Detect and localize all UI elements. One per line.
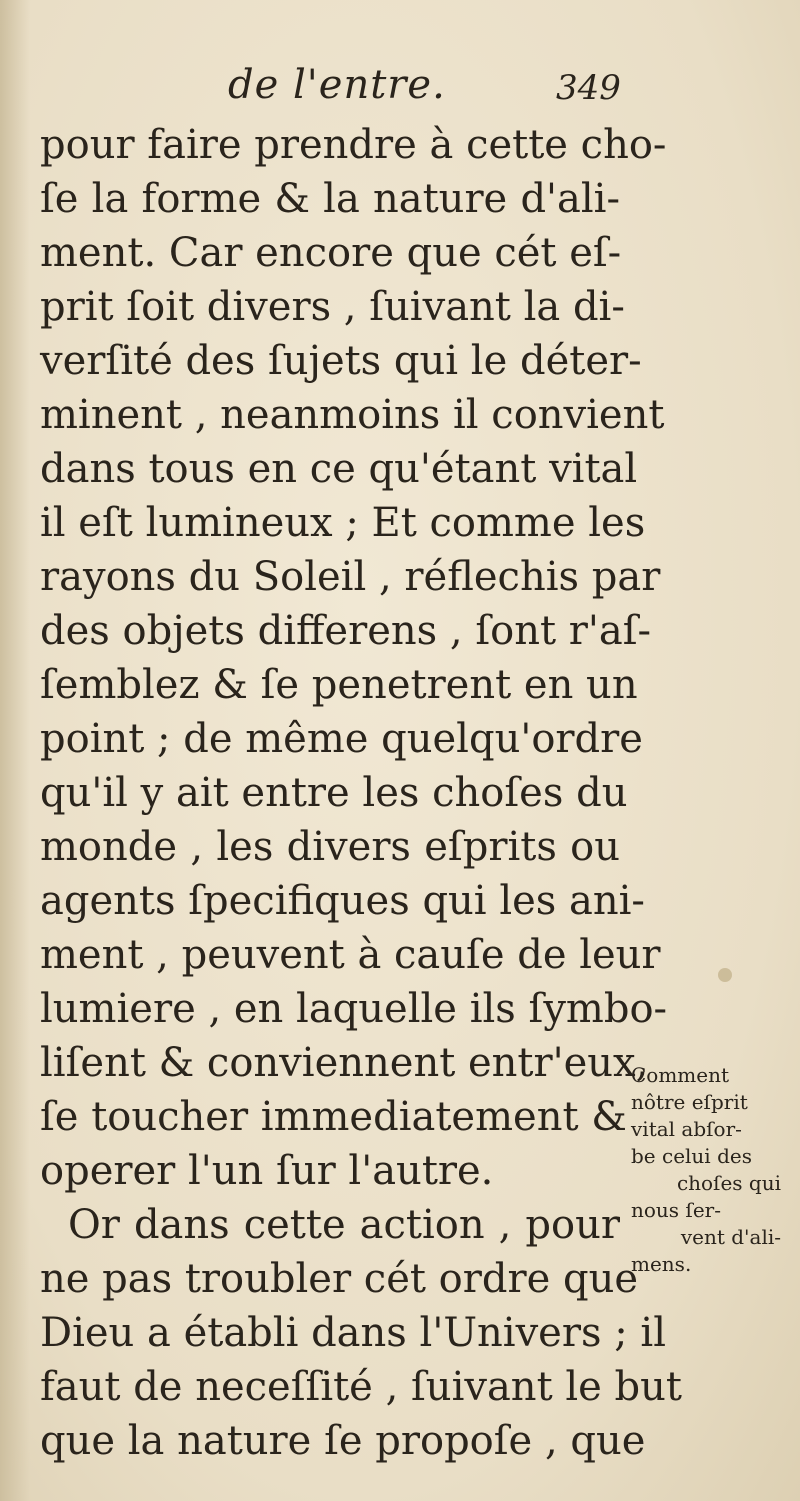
margin-note-line: nôtre eſprit xyxy=(631,1090,748,1114)
margin-note xyxy=(631,1062,791,1278)
text-line: Or dans cette action , pour xyxy=(68,1202,620,1248)
text-line: ment. Car encore que cét eſ- xyxy=(40,230,622,276)
running-head: de l'entre. xyxy=(228,62,446,108)
text-line: pour faire prendre à cette cho- xyxy=(40,122,667,168)
margin-note-line: nous ſer- xyxy=(631,1198,721,1222)
text-line: qu'il y ait entre les choſes du xyxy=(40,770,628,816)
text-line: faut de neceſſité , ſuivant le but xyxy=(40,1364,682,1410)
margin-note-line: choſes qui xyxy=(676,1171,781,1195)
margin-note-line: mens. xyxy=(631,1252,692,1276)
margin-note-line: vital abſor- xyxy=(631,1117,742,1141)
paper-stain xyxy=(718,968,732,982)
text-line: verſité des ſujets qui le déter- xyxy=(40,338,642,384)
text-line: agents ſpecifiques qui les ani- xyxy=(40,878,645,924)
text-line: ment , peuvent à cauſe de leur xyxy=(40,932,661,978)
text-line: ne pas troubler cét ordre que xyxy=(40,1256,639,1302)
margin-note-line: be celui des xyxy=(631,1144,752,1168)
text-line: dans tous en ce qu'étant vital xyxy=(40,446,638,492)
text-line: ſe la forme & la nature d'ali- xyxy=(40,176,620,222)
text-line: prit ſoit divers , ſuivant la di- xyxy=(40,284,625,330)
text-line: il eſt lumineux ; Et comme les xyxy=(40,500,646,546)
text-line: minent , neanmoins il convient xyxy=(40,392,665,438)
text-line: ſe toucher immediatement & xyxy=(40,1094,627,1140)
text-line: des objets differens , ſont r'aſ- xyxy=(40,608,652,654)
text-line: monde , les divers eſprits ou xyxy=(40,824,620,870)
page-header xyxy=(0,62,800,112)
margin-note-line: Comment xyxy=(631,1063,730,1087)
text-line: point ; de même quelqu'ordre xyxy=(40,716,643,762)
text-line: Dieu a établi dans l'Univers ; il xyxy=(40,1310,666,1356)
page-number: 349 xyxy=(556,68,621,108)
margin-note-line: vent d'ali- xyxy=(680,1225,781,1249)
text-line: que la nature ſe propoſe , que xyxy=(40,1418,646,1464)
text-line: ſemblez & ſe penetrent en un xyxy=(40,662,638,708)
text-line: rayons du Soleil , réflechis par xyxy=(40,554,661,600)
text-line: liſent & conviennent entr'eux, xyxy=(40,1040,649,1086)
gutter-shadow xyxy=(0,0,30,1501)
text-line: operer l'un ſur l'autre. xyxy=(40,1148,494,1194)
text-line: lumiere , en laquelle ils ſymbo- xyxy=(40,986,668,1032)
